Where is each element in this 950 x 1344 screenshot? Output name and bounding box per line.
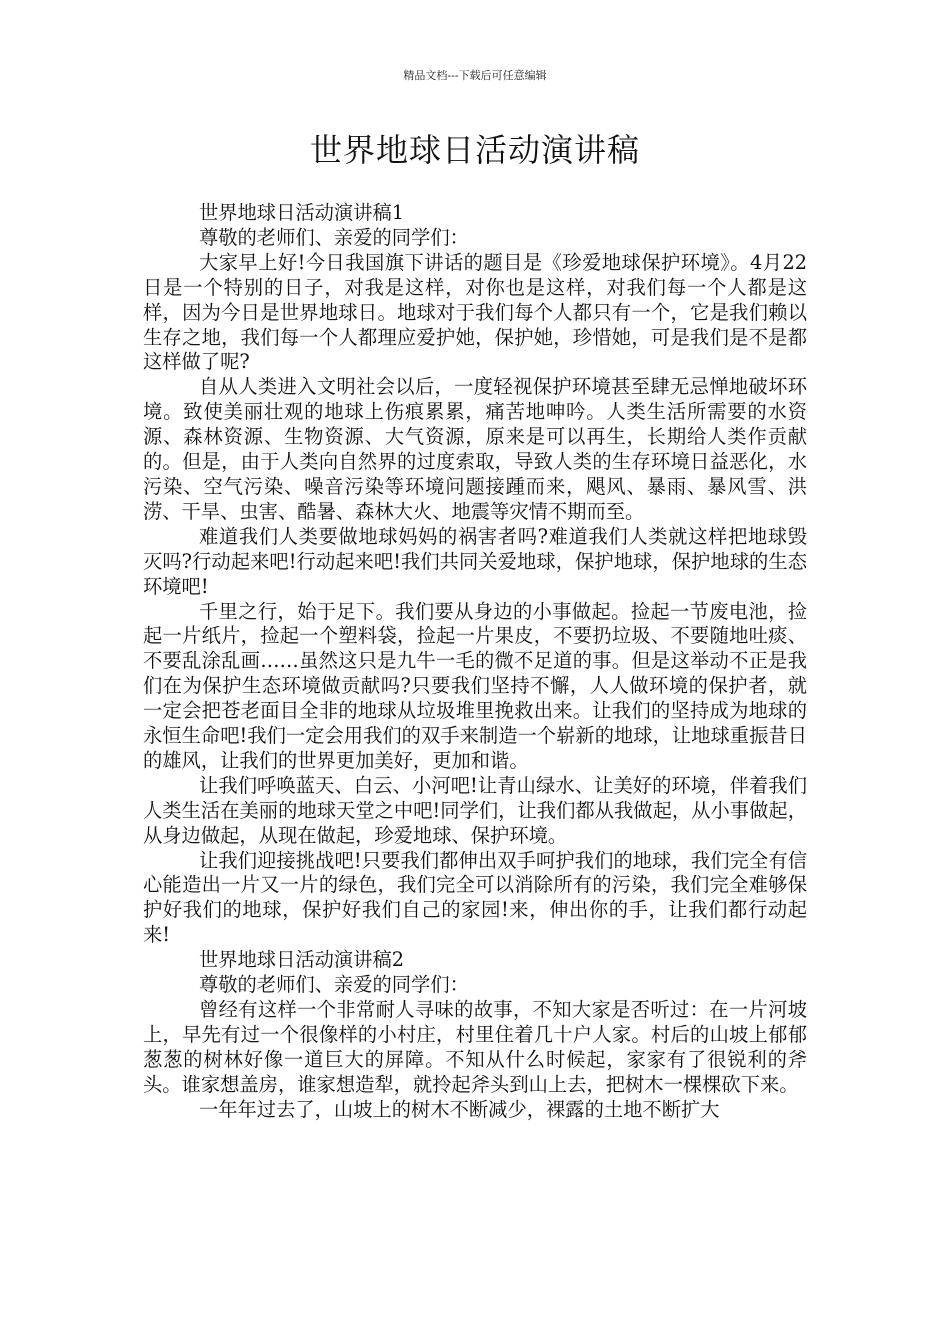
paragraph: 曾经有这样一个非常耐人寻味的故事，不知大家是否听过：在一片河坡上，早先有过一个很像样的小村庄，村里住着几十户人家。村后的山坡上郁郁葱葱的树林好像一道巨大的屏障。不知从什么时候起，家家有了很锐利的斧头。谁家想盖房，谁家想造犁，就拎起斧头到山上去，把树木一棵棵砍下来。 — [143, 998, 807, 1096]
paragraph: 让我们迎接挑战吧!只要我们都伸出双手呵护我们的地球，我们完全有信心能造出一片又一片的绿色，我们完全可以消除所有的污染，我们完全难够保护好我们的地球，保护好我们自己的家园!来，伸出你的手，让我们都行动起来! — [143, 848, 807, 947]
paragraph-heading-1: 世界地球日活动演讲稿1 — [198, 201, 405, 224]
paragraph: 一年年过去了，山坡上的树木不断减少，裸露的土地不断扩大 — [198, 1097, 720, 1121]
paragraph: 让我们呼唤蓝天、白云、小河吧!让青山绿水、让美好的环境，伴着我们人类生活在美丽的地球天堂之中吧!同学们，让我们都从我做起，从小事做起，从身边做起，从现在做起，珍爱地球、保护环境。 — [143, 773, 807, 847]
paragraph: 自从人类进入文明社会以后，一度轻视保护环境甚至肆无忌惮地破坏环境。致使美丽壮观的地球上伤痕累累，痛苦地呻吟。人类生活所需要的水资源、森林资源、生物资源、大气资源，原来是可以再生，长期给人类作贡献的。但是，由于人类向自然界的过度索取，导致人类的生存环境日益恶化，水污染、空气污染、噪音污染等环境问题接踵而来，飓风、暴雨、暴风雪、洪涝、干旱、虫害、酷暑、森林大火、地震等灾情不期而至。 — [143, 375, 807, 523]
paragraph-heading-2: 世界地球日活动演讲稿2 — [198, 948, 405, 972]
header-note: 精品文档---下载后可任意编辑 — [403, 69, 547, 82]
document-body — [143, 201, 807, 1123]
paragraph: 千里之行，始于足下。我们要从身边的小事做起。捡起一节废电池，捡起一片纸片，捡起一个塑料袋，捡起一片果皮，不要扔垃圾、不要随地吐痰、不要乱涂乱画……虽然这只是九牛一毛的微不足道的事。但是这举动不正是我们在为保护生态环境做贡献吗?只要我们坚持不懈，人人做环境的保护者，就一定会把苍老面目全非的地球从垃圾堆里挽救出来。让我们的坚持成为地球的永恒生命吧!我们一定会用我们的双手来制造一个崭新的地球，让地球重振昔日的雄风，让我们的世界更加美好，更加和谐。 — [143, 599, 807, 772]
paragraph: 大家早上好!今日我国旗下讲话的题目是《珍爱地球保护环境》。4月22日是一个特别的日子，对我是这样，对你也是这样，对我们每一个人都是这样，因为今日是世界地球日。地球对于我们每个人都只有一个，它是我们赖以生存之地，我们每一个人都理应爱护她，保护她，珍惜她，可是我们是不是都这样做了呢? — [143, 250, 807, 374]
paragraph-salutation-1: 尊敬的老师们、亲爱的同学们： — [198, 225, 469, 249]
paragraph: 难道我们人类要做地球妈妈的祸害者吗?难道我们人类就这样把地球毁灭吗?行动起来吧!行动起来吧!我们共同关爱地球，保护地球，保护地球的生态环境吧! — [143, 524, 807, 598]
paragraph-salutation-2: 尊敬的老师们、亲爱的同学们： — [198, 973, 469, 997]
document-title: 世界地球日活动演讲稿 — [309, 131, 640, 169]
